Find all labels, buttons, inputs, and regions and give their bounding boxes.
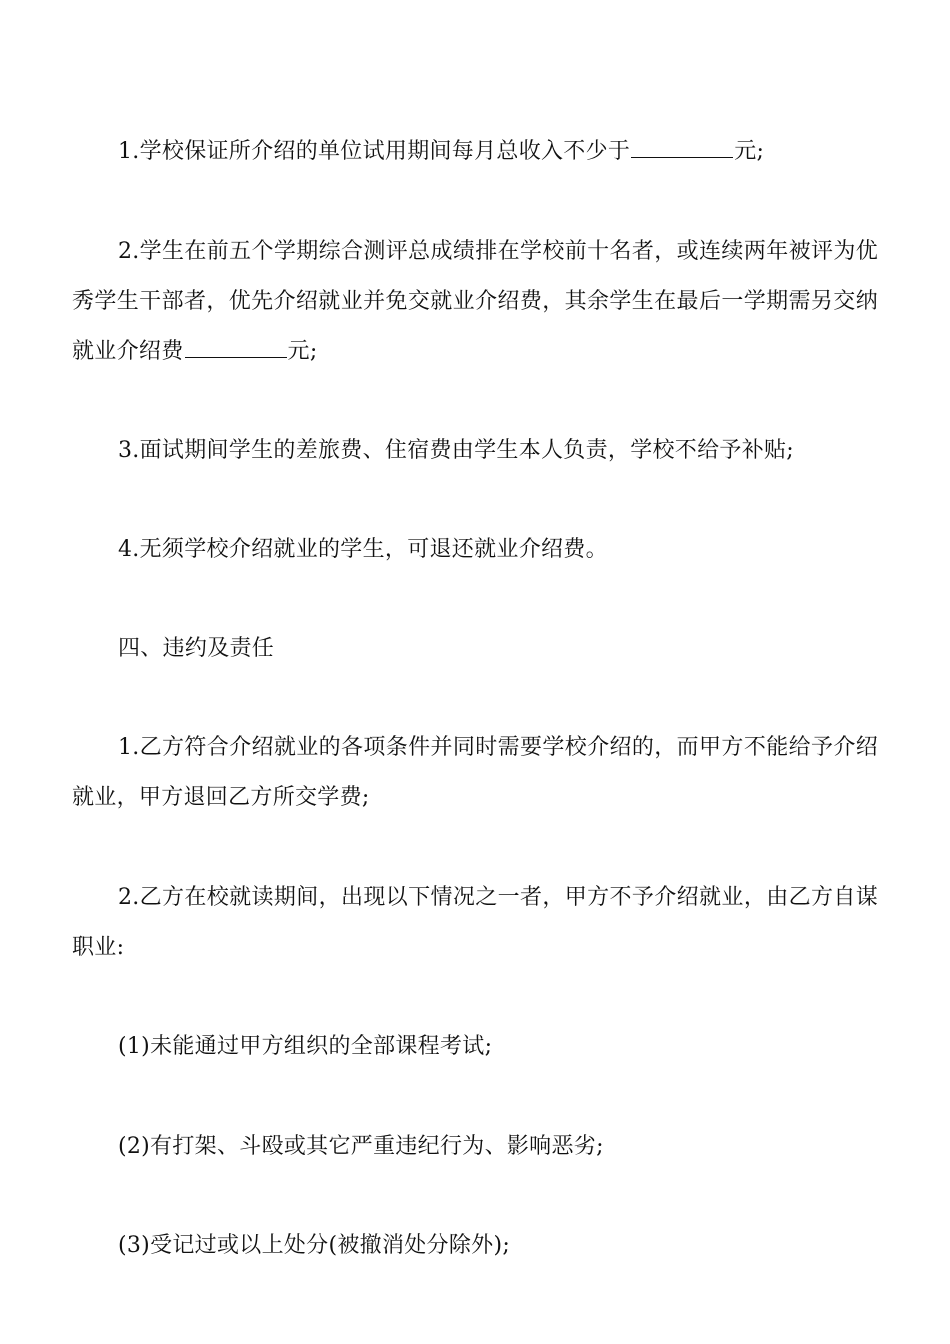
list-item-text: (3)受记过或以上处分(被撤消处分除外); — [118, 1233, 511, 1258]
paragraph-text: 2.学生在前五个学期综合测评总成绩排在学校前十名者，或连续两年被评为优秀学生干部者，优先介绍就业并免交就业介绍费，其余学生在最后一学期需另交纳就业介绍费 — [72, 239, 878, 364]
list-item-exams — [72, 1022, 878, 1072]
paragraph-text: 元; — [734, 139, 765, 164]
paragraph-fee-refund — [72, 525, 878, 575]
paragraph-text: 2.乙方在校就读期间，出现以下情况之一者，甲方不予介绍就业，由乙方自谋职业: — [72, 885, 878, 960]
paragraph-text: 3.面试期间学生的差旅费、住宿费由学生本人负责，学校不给予补贴; — [118, 438, 795, 463]
paragraph-text: 4.无须学校介绍就业的学生，可退还就业介绍费。 — [118, 537, 608, 562]
paragraph-text: 1.乙方符合介绍就业的各项条件并同时需要学校介绍的，而甲方不能给予介绍就业，甲方退回乙方所交学费; — [72, 735, 878, 810]
list-item-disciplinary — [72, 1221, 878, 1271]
fill-in-blank — [185, 337, 287, 358]
paragraph-text: 1.学校保证所介绍的单位试用期间每月总收入不少于 — [118, 139, 631, 164]
paragraph-no-placement — [72, 873, 878, 973]
list-item-misconduct — [72, 1122, 878, 1172]
fill-in-blank — [631, 137, 733, 158]
section-heading-text: 四、违约及责任 — [118, 636, 275, 661]
paragraph-tuition-refund — [72, 723, 878, 823]
section-heading — [72, 624, 878, 674]
paragraph-text: 元; — [287, 339, 318, 364]
paragraph-interview-expenses — [72, 426, 878, 476]
paragraph-income-guarantee — [72, 127, 878, 177]
list-item-text: (2)有打架、斗殴或其它严重违纪行为、影响恶劣; — [118, 1134, 604, 1159]
list-item-text: (1)未能通过甲方组织的全部课程考试; — [118, 1034, 493, 1059]
paragraph-fee-exemption — [72, 227, 878, 377]
